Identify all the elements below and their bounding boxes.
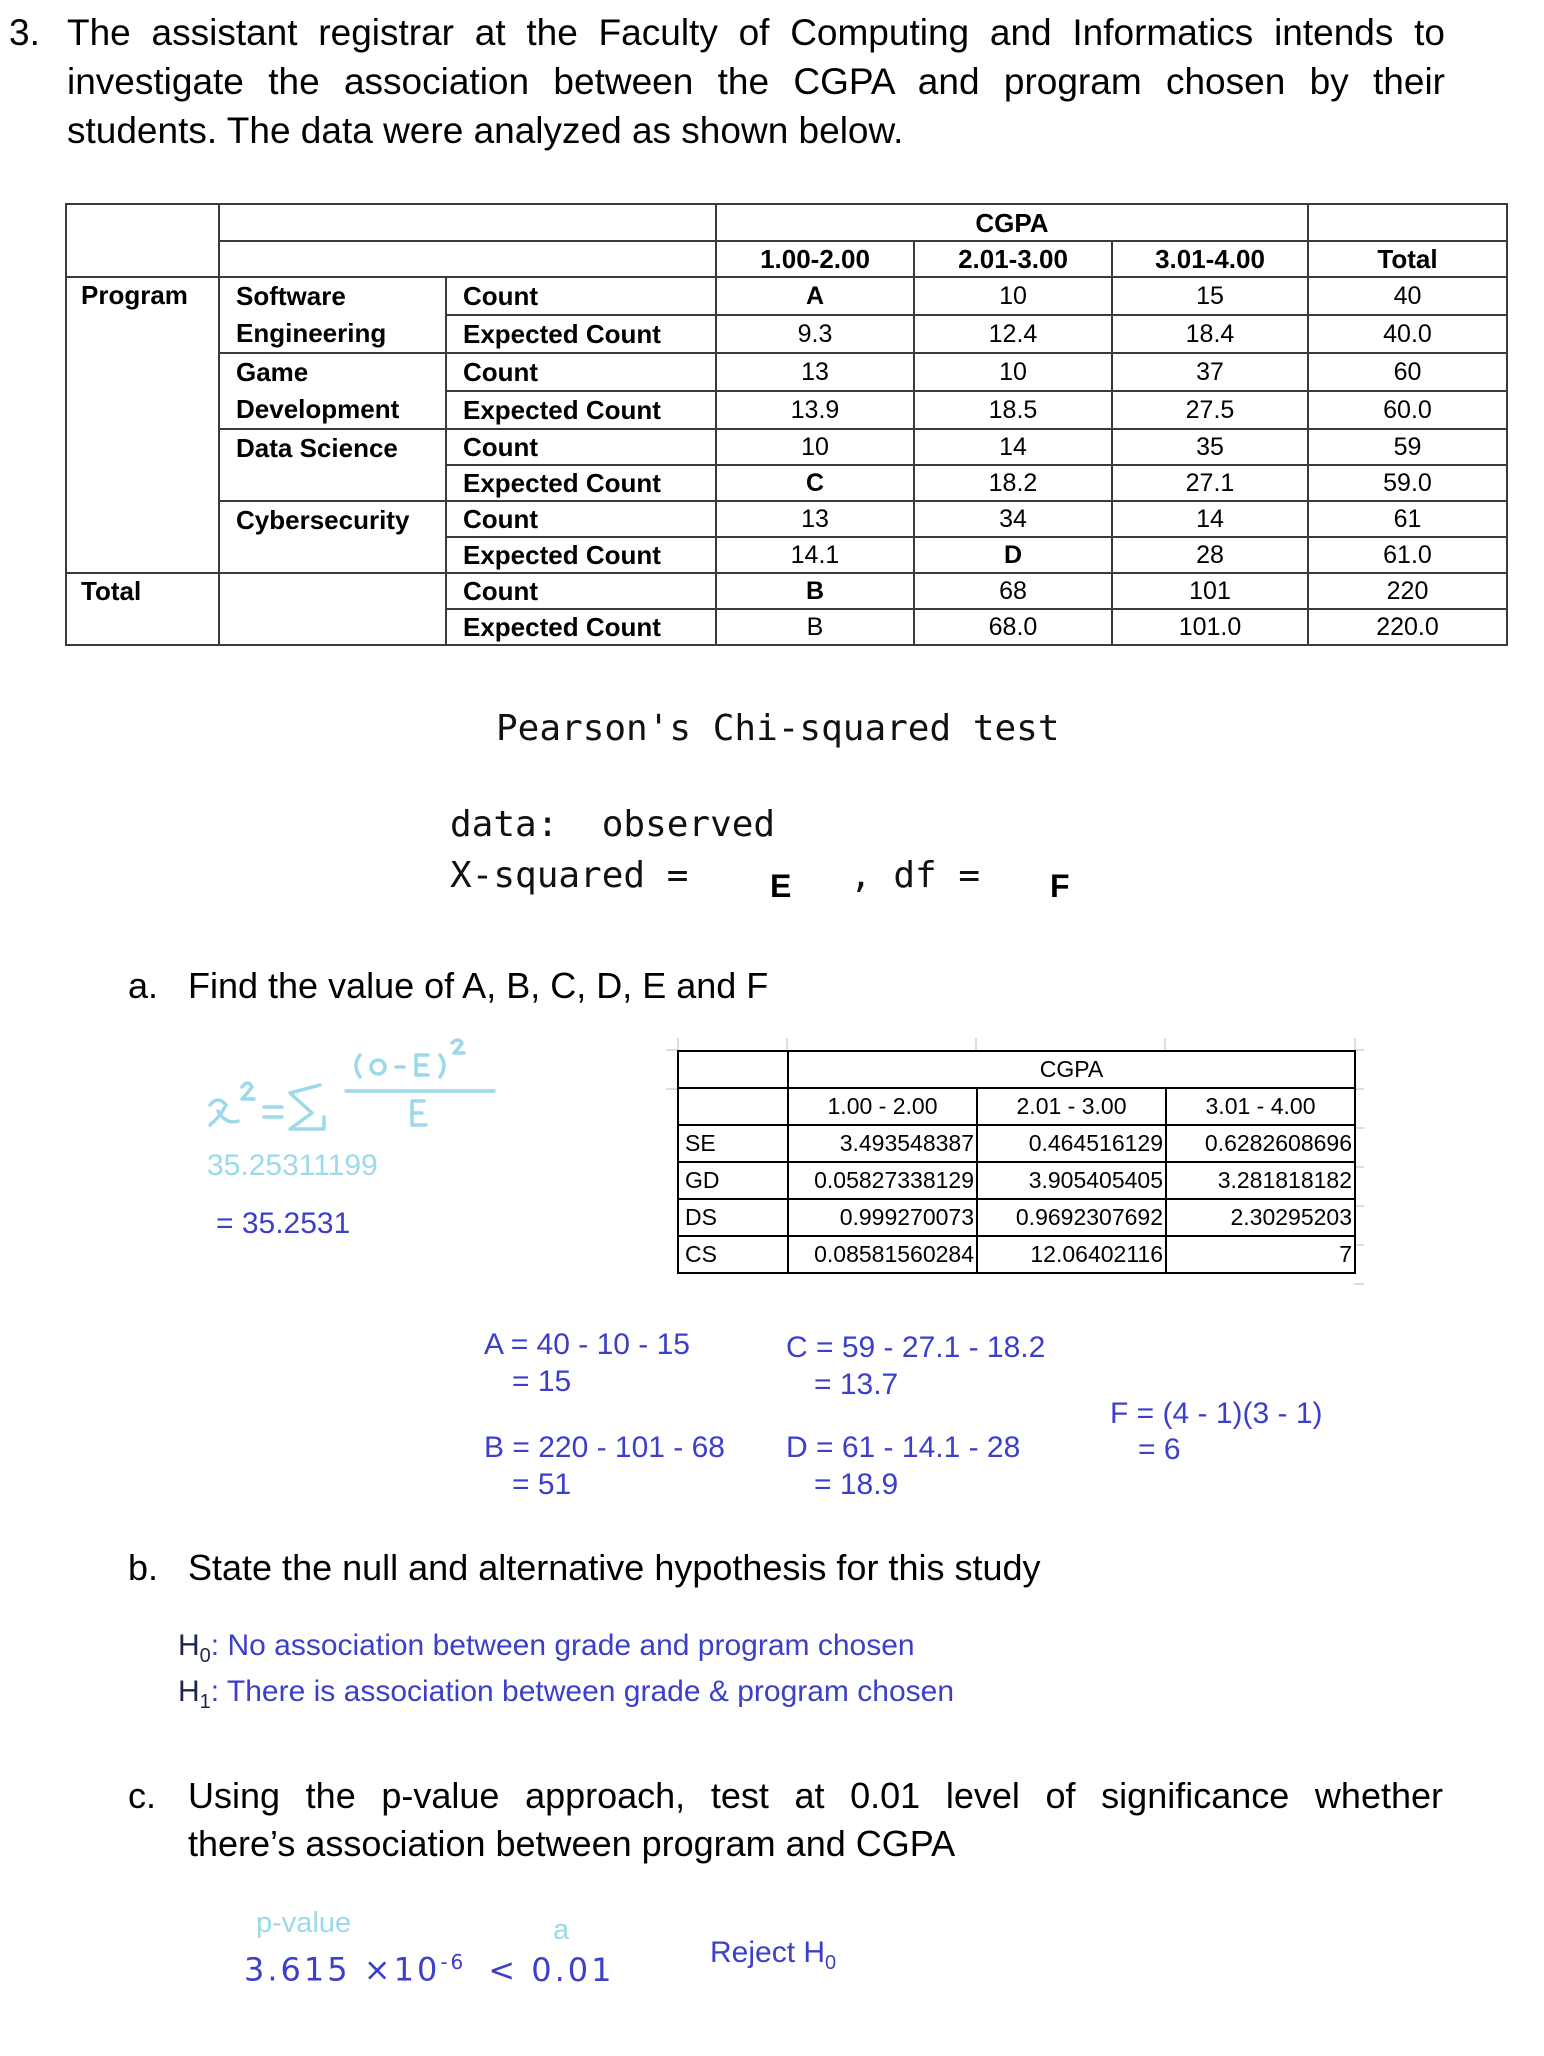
stat-label: Expected Count [446,537,716,573]
blank-cell [678,1088,788,1125]
col-header: 1.00-2.00 [716,241,914,277]
cell: 7 [1166,1236,1355,1273]
cgpa-group-header: CGPA [716,204,1308,241]
part-b-prompt: State the null and alternative hypothesis for this study [188,1547,1041,1588]
cell: 220 [1308,573,1507,609]
cell: 60 [1308,353,1507,391]
col-header: 2.01-3.00 [914,241,1112,277]
p-value-label: p-value [256,1907,352,1939]
cell: 3.493548387 [788,1125,977,1162]
part-a-prompt: Find the value of A, B, C, D, E and F [188,965,769,1006]
solution-b-line2: = 51 [512,1468,572,1501]
cell: 59 [1308,429,1507,465]
cell: 9.3 [716,315,914,353]
alpha-label: a [553,1914,570,1946]
cell: 0.9692307692 [977,1199,1166,1236]
program-game-development: Game Development [219,353,446,429]
stat-label: Count [446,277,716,315]
cell: 220.0 [1308,609,1507,645]
cell: 68 [914,573,1112,609]
corner-cell [66,204,219,277]
cell: 27.5 [1112,391,1308,429]
cell: A [716,277,914,315]
cell: 101 [1112,573,1308,609]
cell: 12.4 [914,315,1112,353]
blank-header [219,204,716,241]
chi-square-rounded: = 35.2531 [216,1207,351,1240]
cell: 18.2 [914,465,1112,501]
solution-f-line1: F = (4 - 1)(3 - 1) [1110,1397,1323,1430]
cell: 18.5 [914,391,1112,429]
row-label: DS [678,1199,788,1236]
cell: C [716,465,914,501]
row-label: SE [678,1125,788,1162]
cell: 13 [716,353,914,391]
cell: 101.0 [1112,609,1308,645]
program-data-science: Data Science [219,429,446,501]
cell: 68.0 [914,609,1112,645]
part-b-label: b. [128,1547,159,1588]
cell: 10 [914,353,1112,391]
stat-label: Count [446,573,716,609]
row-label: CS [678,1236,788,1273]
part-a-label: a. [128,965,159,1006]
cell: 3.281818182 [1166,1162,1355,1199]
stat-label: Count [446,353,716,391]
cell: 18.4 [1112,315,1308,353]
solution-a-line2: = 15 [512,1365,572,1398]
blank-header-2 [219,241,716,277]
solution-a-line1: A = 40 - 10 - 15 [484,1328,690,1361]
cell: 40 [1308,277,1507,315]
crosstab-table [65,203,1508,646]
cell: 14.1 [716,537,914,573]
cell: 14 [1112,501,1308,537]
null-hypothesis: $H_0$: No association between grade and program chosen [178,1629,915,1667]
program-software-engineering: Software Engineering [219,277,446,353]
program-cybersecurity: Cybersecurity [219,501,446,573]
cell: 37 [1112,353,1308,391]
cell: 61 [1308,501,1507,537]
chi-components-table [677,1050,1356,1274]
cell: 59.0 [1308,465,1507,501]
row-total-label: Total [66,573,219,645]
cell: 0.999270073 [788,1199,977,1236]
chi-test-df-label: , df = [850,855,981,896]
part-c-prompt-line2: there’s association between program and CGPA [188,1823,956,1864]
col-header: 1.00 - 2.00 [788,1088,977,1125]
solution-c-line1: C = 59 - 27.1 - 18.2 [786,1331,1046,1364]
cell: 12.06402116 [977,1236,1166,1273]
cell: 15 [1112,277,1308,315]
row-label: GD [678,1162,788,1199]
cell: 10 [716,429,914,465]
chi-test-xsq-label: X-squared = [450,855,689,896]
question-text: The assistant registrar at the Faculty of Computing and Informatics intends to investigate the association between the CGPA and program chosen by their students. The data were analyzed as shown below. [67,12,1445,151]
question-number: 3. [9,12,40,53]
corner-cell [678,1051,788,1088]
cell: 0.464516129 [977,1125,1166,1162]
col-header-total: Total [1308,241,1507,277]
stat-label: Count [446,501,716,537]
cell: 3.905405405 [977,1162,1166,1199]
cell: 10 [914,277,1112,315]
cell: 61.0 [1308,537,1507,573]
col-header: 3.01-4.00 [1112,241,1308,277]
blank-total-group [219,573,446,645]
cell: B [716,609,914,645]
chi-test-df-value: F [1050,868,1070,904]
cell: 13.9 [716,391,914,429]
cell: D [914,537,1112,573]
part-c-label: c. [128,1775,157,1816]
cell: 0.05827338129 [788,1162,977,1199]
solution-d-line1: D = 61 - 14.1 - 28 [786,1431,1021,1464]
alternative-hypothesis: $H_1$: There is association between grade & program chosen [178,1675,954,1713]
cell: 14 [914,429,1112,465]
chi-square-raw: 35.25311199 [207,1149,378,1182]
row-group-program: Program [66,277,219,573]
chi-test-data-line: data: observed [450,804,776,845]
stat-label: Count [446,429,716,465]
solution-c-line2: = 13.7 [814,1368,899,1401]
stat-label: Expected Count [446,315,716,353]
cell: 35 [1112,429,1308,465]
p-value-handwritten: $3.615 \times 10^{-6} < 0.01$ [244,1950,615,1989]
part-c-prompt-line1: Using the p-value approach, test at 0.01 level of significance whether [188,1775,1443,1816]
chi-test-xsq-value: E [770,868,792,904]
cgpa-group-header: CGPA [788,1051,1355,1088]
stat-label: Expected Count [446,609,716,645]
cell: 0.08581560284 [788,1236,977,1273]
col-header: 3.01 - 4.00 [1166,1088,1355,1125]
cell: 60.0 [1308,391,1507,429]
solution-f-line2: = 6 [1138,1433,1181,1466]
cell: 2.30295203 [1166,1199,1355,1236]
blank-total-header [1308,204,1507,241]
cell: 40.0 [1308,315,1507,353]
chi-test-title: Pearson's Chi-squared test [496,708,1060,749]
solution-d-line2: = 18.9 [814,1468,899,1501]
stat-label: Expected Count [446,391,716,429]
col-header: 2.01 - 3.00 [977,1088,1166,1125]
cell: 13 [716,501,914,537]
stat-label: Expected Count [446,465,716,501]
cell: 27.1 [1112,465,1308,501]
decision: Reject $H_0$ [710,1936,837,1974]
cell: 0.6282608696 [1166,1125,1355,1162]
cell: B [716,573,914,609]
cell: 34 [914,501,1112,537]
solution-b-line1: B = 220 - 101 - 68 [484,1431,725,1464]
cell: 28 [1112,537,1308,573]
chi-square-formula-icon [200,1035,520,1135]
